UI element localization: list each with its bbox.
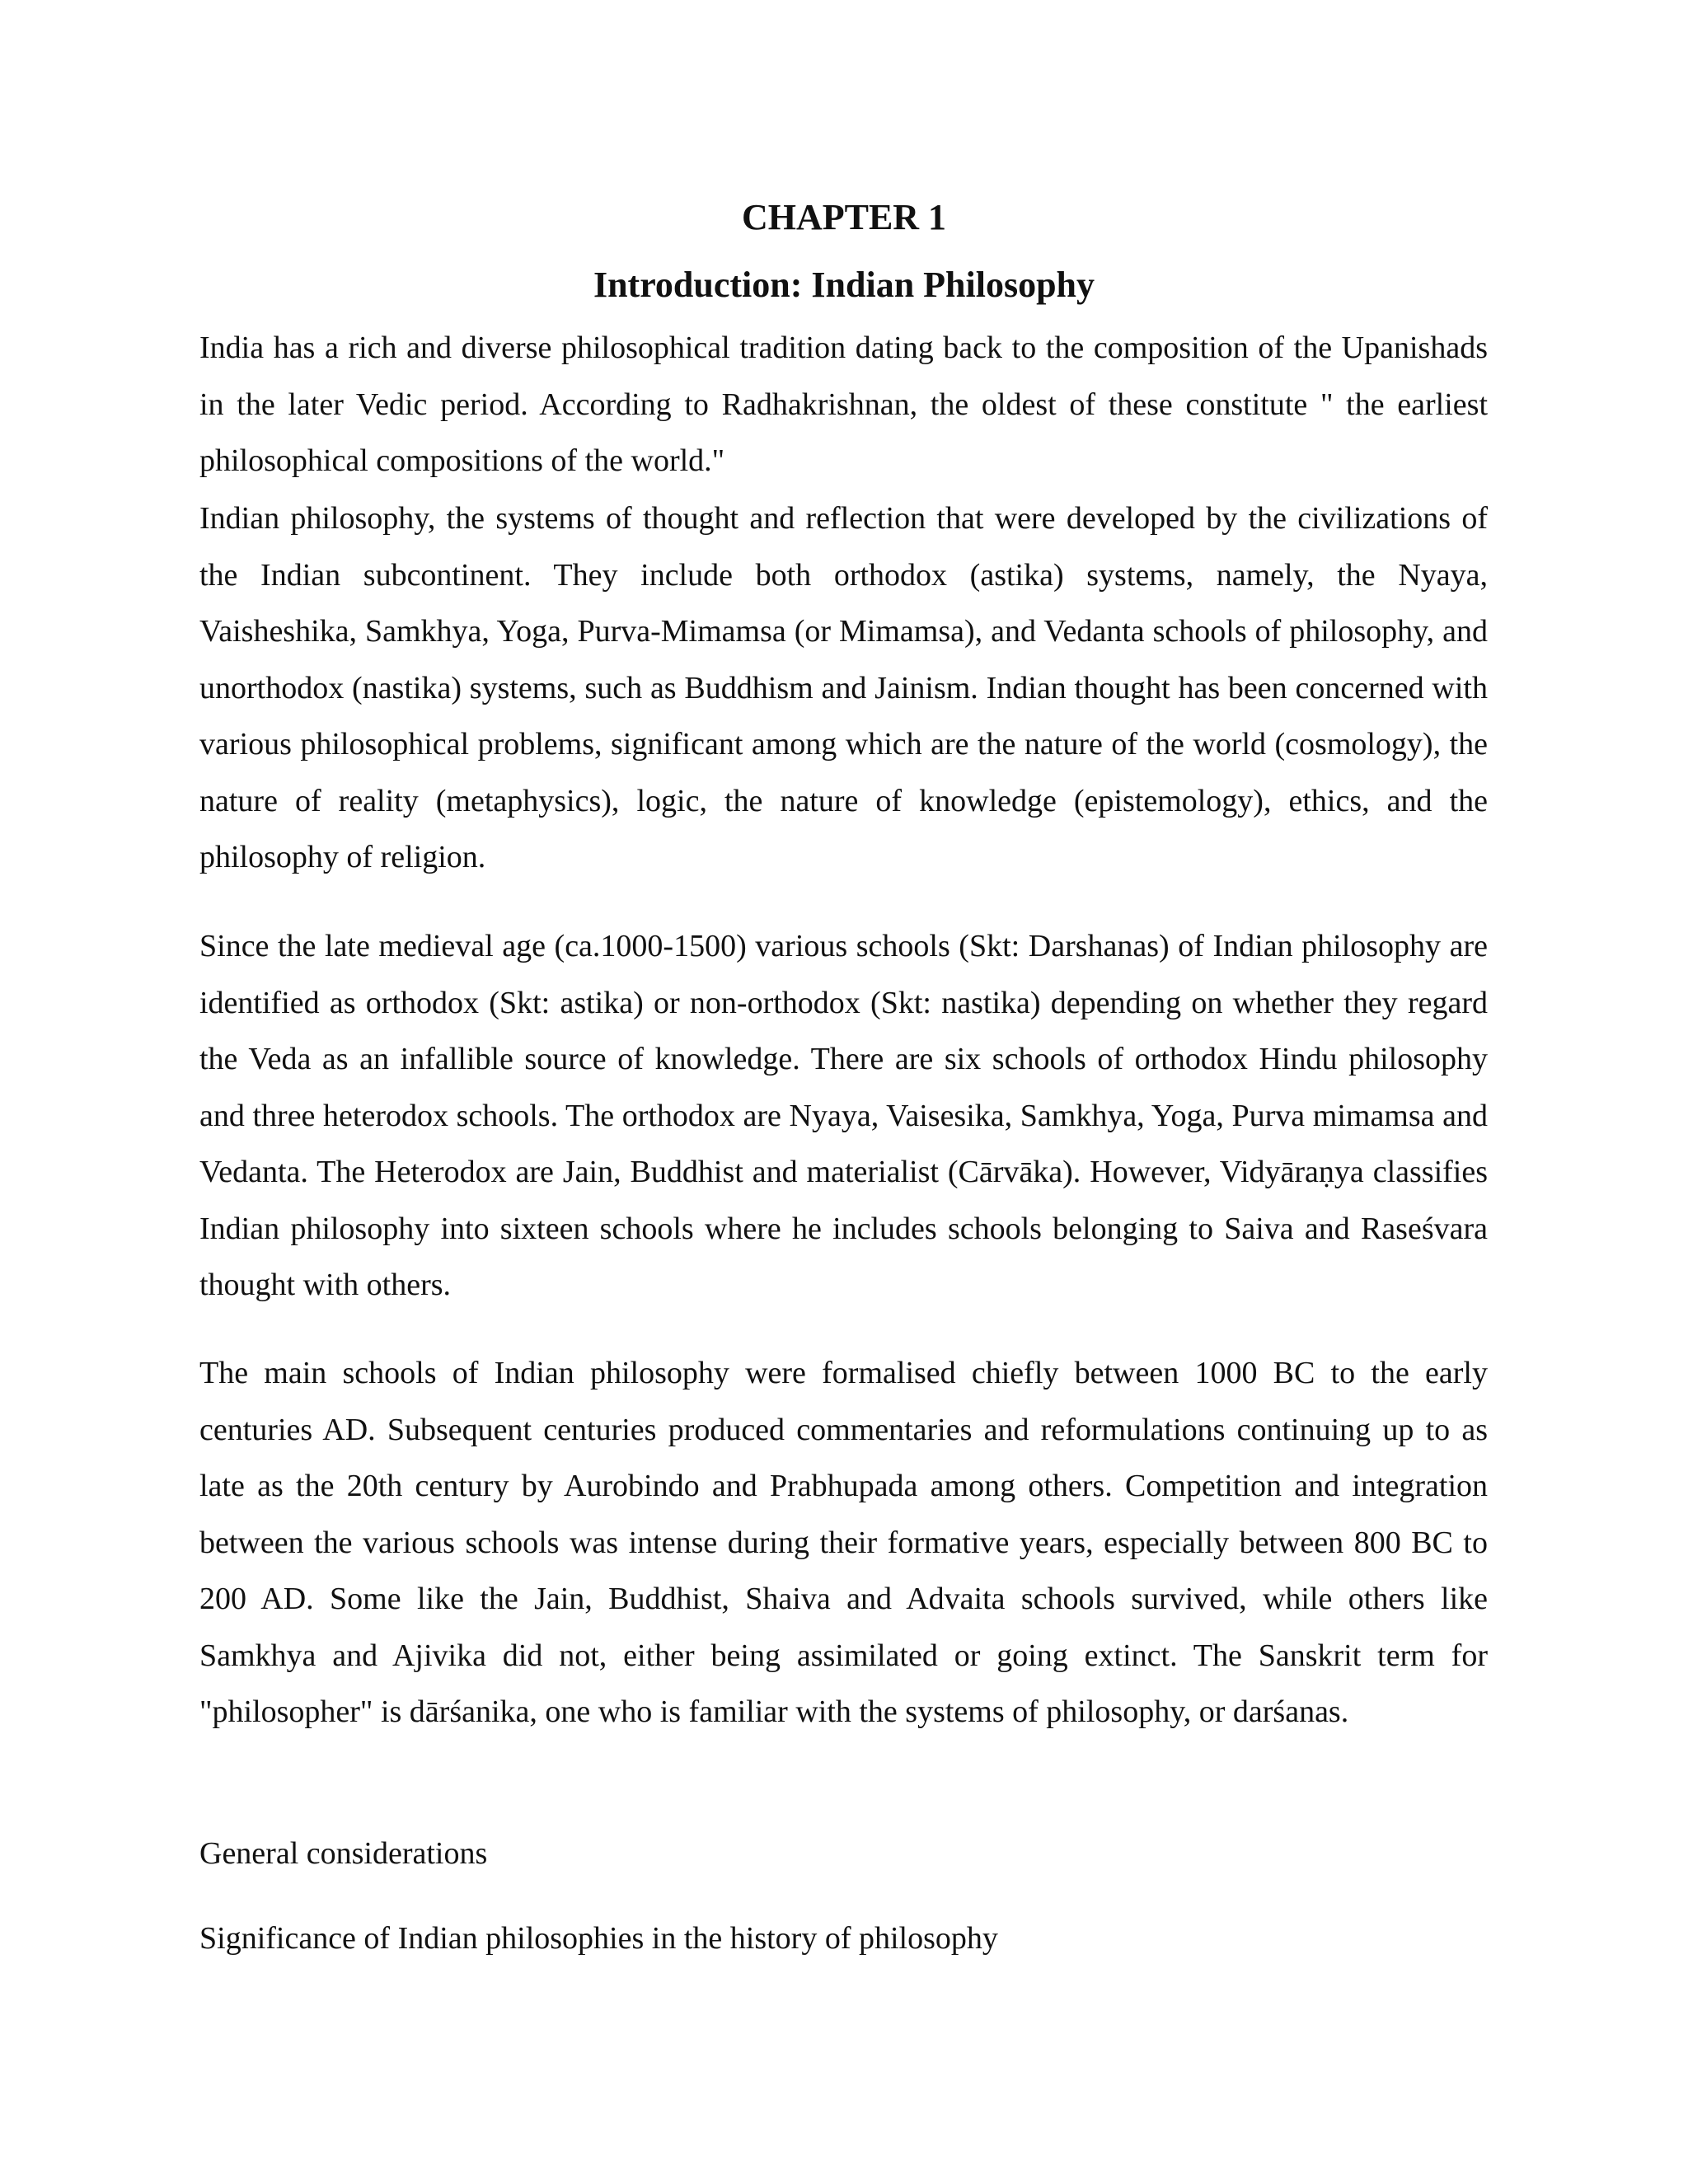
section-heading-significance: Significance of Indian philosophies in the history of philosophy xyxy=(199,1921,998,1956)
paragraph-systems: Indian philosophy, the systems of thought and reflection that were developed by the civilizations of the Indian subcontinent. They include both orthodox (astika) systems, namely, the Nyaya, Vaisheshika, Samkhya, Yoga, Purva-Mimamsa (or Mimamsa), and Vedanta schools of philosophy, and unorthodox (nastika) systems, such as Buddhism and Jainism. Indian thought has been concerned with various philosophical problems, significant among which are the nature of the world (cosmology), the nature of reality (metaphysics), logic, the nature of knowledge (epistemology), ethics, and the philosophy of religion. xyxy=(199,501,1488,874)
chapter-title: Introduction: Indian Philosophy xyxy=(593,265,1095,305)
paragraph-history: The main schools of Indian philosophy were formalised chiefly between 1000 BC to the early centuries AD. Subsequent centuries produced commentaries and reformulations continuing up to as late as the 20th century by Aurobindo and Prabhupada among others. Competition and integration between the various schools was intense during their formative years, especially between 800 BC to 200 AD. Some like the Jain, Buddhist, Shaiva and Advaita schools survived, while others like Samkhya and Ajivika did not, either being assimilated or going extinct. The Sanskrit term for "philosopher" is dārśanika, one who is familiar with the systems of philosophy, or darśanas. xyxy=(199,1356,1488,1729)
section-heading-general: General considerations xyxy=(199,1836,488,1871)
paragraph-intro: India has a rich and diverse philosophical tradition dating back to the composition of the Upanishads in the later Vedic period. According to Radhakrishnan, the oldest of these constitute " the earliest philosophical compositions of the world." xyxy=(199,330,1488,478)
paragraph-schools: Since the late medieval age (ca.1000-1500) various schools (Skt: Darshanas) of Indian philosophy are identified as orthodox (Skt: astika) or non-orthodox (Skt: nastika) depending on whether they regard the Veda as an infallible source of knowledge. There are six schools of orthodox Hindu philosophy and three heterodox schools. The orthodox are Nyaya, Vaisesika, Samkhya, Yoga, Purva mimamsa and Vedanta. The Heterodox are Jain, Buddhist and materialist (Cārvāka). However, Vidyāraṇya classifies Indian philosophy into sixteen schools where he includes schools belonging to Saiva and Raseśvara thought with others. xyxy=(199,929,1488,1302)
chapter-heading: CHAPTER 1 xyxy=(741,197,947,237)
